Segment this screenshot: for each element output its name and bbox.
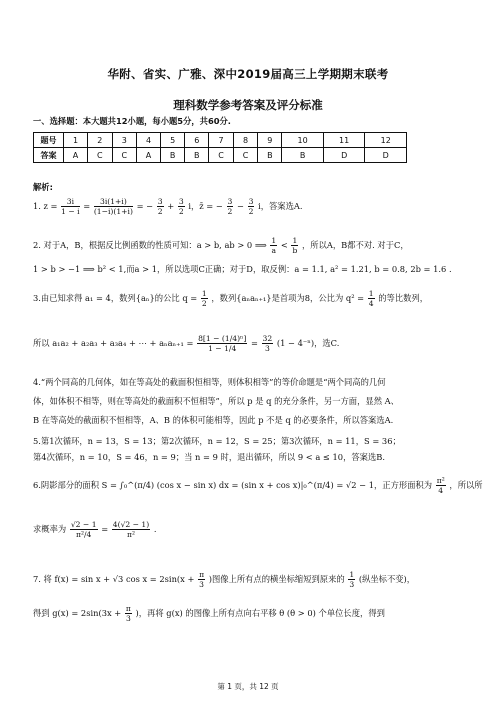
denominator: 1 − i xyxy=(61,207,80,216)
denominator: 4 xyxy=(438,486,444,495)
numerator: 1 xyxy=(368,289,374,298)
answer-table xyxy=(33,132,407,163)
q3-line-2 xyxy=(33,334,339,353)
q3-text: ，数列{aₙaₙ₊₁}是首项为8，公比为 q² = xyxy=(211,293,365,303)
q7-text: )图像上所有点的横坐标缩短到原来的 xyxy=(208,574,345,584)
denominator: 2 xyxy=(157,207,163,216)
q1-text: i，答案选A. xyxy=(258,201,303,211)
table-cell: B xyxy=(258,148,282,163)
q6-text: 求概率为 xyxy=(33,524,67,534)
denominator: 4 xyxy=(368,299,374,308)
analysis-heading: 解析: xyxy=(33,182,53,192)
page-footer: 第 1 页，共 12 页 xyxy=(217,682,279,691)
q6-line-2 xyxy=(33,520,157,539)
document-title: 华附、省实、广雅、深中2019届高三上学期期末联考 xyxy=(107,67,389,81)
q4-line-2: 体，如体积不相等，则在等高处的截面积不恒相等”，所以 p 是 q 的充分条件，另一方面，显然 A、 xyxy=(33,396,399,406)
numerator: π xyxy=(199,570,205,579)
q6-text: = xyxy=(101,524,109,534)
table-cell: C xyxy=(209,148,233,163)
fraction xyxy=(270,236,277,255)
table-cell: 7 xyxy=(209,133,233,148)
numerator: 3 xyxy=(157,197,163,206)
q2-line-1 xyxy=(33,236,409,255)
document-subtitle: 理科数学参考答案及评分标准 xyxy=(173,98,323,112)
table-cell: D xyxy=(323,148,365,163)
numerator: 1 xyxy=(292,236,298,245)
numerator: 4(√2 − 1) xyxy=(112,520,150,529)
denominator: a xyxy=(271,246,277,255)
q1-text: − xyxy=(236,201,244,211)
denominator: 3 xyxy=(199,580,204,589)
table-cell: B xyxy=(161,148,185,163)
numerator: 3i xyxy=(61,197,79,207)
q1-solution xyxy=(33,197,303,216)
fraction xyxy=(348,570,355,589)
fraction xyxy=(198,570,205,589)
numerator: 1 xyxy=(349,570,355,579)
fraction xyxy=(248,197,255,216)
q5-line-1: 5.第1次循环，n = 13，S = 13；第2次循环，n = 12，S = 25；第3次循环，n = 11，S = 36； xyxy=(33,436,401,446)
fraction xyxy=(291,236,298,255)
table-cell: 10 xyxy=(282,133,324,148)
fraction xyxy=(178,197,185,216)
table-row xyxy=(34,133,407,148)
fraction xyxy=(70,520,98,539)
q2-line-2: 1 > b > −1 ⟹ b² < 1,而a > 1，所以选项C正确；对于D，取反例：a = 1.1, a² = 1.21, b = 0.8, 2b = 1.6 . xyxy=(33,264,452,274)
q6-text: . xyxy=(153,524,157,534)
denominator: π² xyxy=(126,530,136,539)
fraction xyxy=(61,197,79,216)
q7-text: 7. 将 f(x) = sin x + √3 cos x = 2sin(x + xyxy=(33,574,195,584)
denominator: 3 xyxy=(349,580,355,589)
fraction xyxy=(157,197,164,216)
denominator: 3 xyxy=(125,614,131,623)
table-cell: 11 xyxy=(323,133,365,148)
q3-text: 3.由已知求得 a₁ = 4，数列{aₙ}的公比 q = xyxy=(33,293,198,303)
q4-line-3: B 在等高处的截面积不恒相等，A、B 的体积可能相等，因此 p 不是 q 的必要条件，所以答案选A. xyxy=(33,415,394,425)
q7-text: (纵坐标不变)， xyxy=(358,574,416,584)
q3-line-1 xyxy=(33,289,428,308)
q1-text: 1. z = xyxy=(33,201,58,211)
table-header-cell: 题号 xyxy=(34,133,64,148)
denominator: π²/4 xyxy=(75,530,92,539)
q1-text: + xyxy=(167,201,175,211)
numerator: π xyxy=(125,604,131,613)
table-cell: D xyxy=(365,148,407,163)
table-cell: 1 xyxy=(64,133,88,148)
table-cell: B xyxy=(282,148,324,163)
table-cell: 8 xyxy=(233,133,257,148)
denominator: 2 xyxy=(248,207,254,216)
table-cell: C xyxy=(233,148,257,163)
q1-text: = xyxy=(83,201,91,211)
denominator: 2 xyxy=(178,207,184,216)
fraction xyxy=(94,197,133,216)
q2-text: < xyxy=(280,240,288,250)
q7-text: 得到 g(x) = 2sin(3x + xyxy=(33,608,122,618)
table-cell: 4 xyxy=(137,133,161,148)
numerator: √2 − 1 xyxy=(70,520,97,529)
fraction xyxy=(197,334,247,353)
table-cell: A xyxy=(64,148,88,163)
q2-text: 2. 对于A，B，根据反比例函数的性质可知：a > b, ab > 0 ⟹ xyxy=(33,240,267,250)
q2-text: ，所以A，B都不对. 对于C， xyxy=(301,240,409,250)
numerator: π² xyxy=(436,476,445,485)
table-cell: C xyxy=(88,148,112,163)
q7-line-2 xyxy=(33,604,385,623)
table-cell: 5 xyxy=(161,133,185,148)
denominator: 3 xyxy=(264,344,270,353)
q3-text: 的等比数列， xyxy=(378,293,429,303)
section-heading: 一、选择题：本大题共12小题，每小题5分，共60分. xyxy=(33,116,231,126)
fraction xyxy=(436,476,446,495)
denominator: 1 − 1/4 xyxy=(208,344,237,353)
fraction xyxy=(262,334,274,353)
numerator: 3 xyxy=(248,197,254,206)
numerator: 1 xyxy=(271,236,277,245)
q1-text: = − xyxy=(136,201,154,211)
q3-text: (1 − 4⁻ⁿ)，选C. xyxy=(276,338,340,348)
fraction xyxy=(125,604,132,623)
q7-line-1 xyxy=(33,570,415,589)
table-cell: 3 xyxy=(112,133,136,148)
table-cell: 12 xyxy=(365,133,407,148)
table-cell: C xyxy=(112,148,136,163)
table-cell: B xyxy=(185,148,209,163)
fraction xyxy=(368,289,375,308)
table-cell: 9 xyxy=(258,133,282,148)
fraction xyxy=(227,197,234,216)
fraction xyxy=(201,289,208,308)
table-row xyxy=(34,148,407,163)
q3-text: 所以 a₁a₂ + a₂a₃ + a₃a₄ + ⋯ + aₙaₙ₊₁ = xyxy=(33,338,194,348)
q4-line-1: 4.“两个同高的几何体，如在等高处的截面积恒相等，则体积相等”的等价命题是“两个同高的几何 xyxy=(33,377,386,387)
q1-text: i，z̄ = − xyxy=(188,201,223,211)
table-header-cell: 答案 xyxy=(34,148,64,163)
fraction xyxy=(112,520,150,539)
q3-text: = xyxy=(250,338,258,348)
table-cell: 6 xyxy=(185,133,209,148)
denominator: 2 xyxy=(227,207,233,216)
q6-line-1 xyxy=(33,476,483,495)
numerator: 3 xyxy=(178,197,184,206)
denominator: b xyxy=(292,246,298,255)
q7-text: )，再将 g(x) 的图像上所有点向右平移 θ (θ > 0) 个单位长度，得到 xyxy=(135,608,385,618)
denominator: 2 xyxy=(201,299,207,308)
q6-text: ，所以所 xyxy=(449,480,483,490)
denominator: (1−i)(1+i) xyxy=(93,207,133,216)
q5-line-2: 第4次循环，n = 10，S = 46，n = 9；当 n = 9 时，退出循环，所以 9 < a ≤ 10，答案选B. xyxy=(33,452,385,462)
numerator: 8[1 − (1/4)ⁿ] xyxy=(198,334,247,343)
numerator: 3 xyxy=(227,197,233,206)
numerator: 1 xyxy=(201,289,207,298)
numerator: 32 xyxy=(262,334,273,343)
table-cell: 2 xyxy=(88,133,112,148)
table-cell: A xyxy=(137,148,161,163)
q6-text: 6.阴影部分的面积 S = ∫₀^(π/4) (cos x − sin x) dx = (sin x + cos x)|₀^(π/4) = √2 − 1，正方形面积为 xyxy=(33,480,433,490)
numerator: 3i(1+i) xyxy=(94,197,133,207)
